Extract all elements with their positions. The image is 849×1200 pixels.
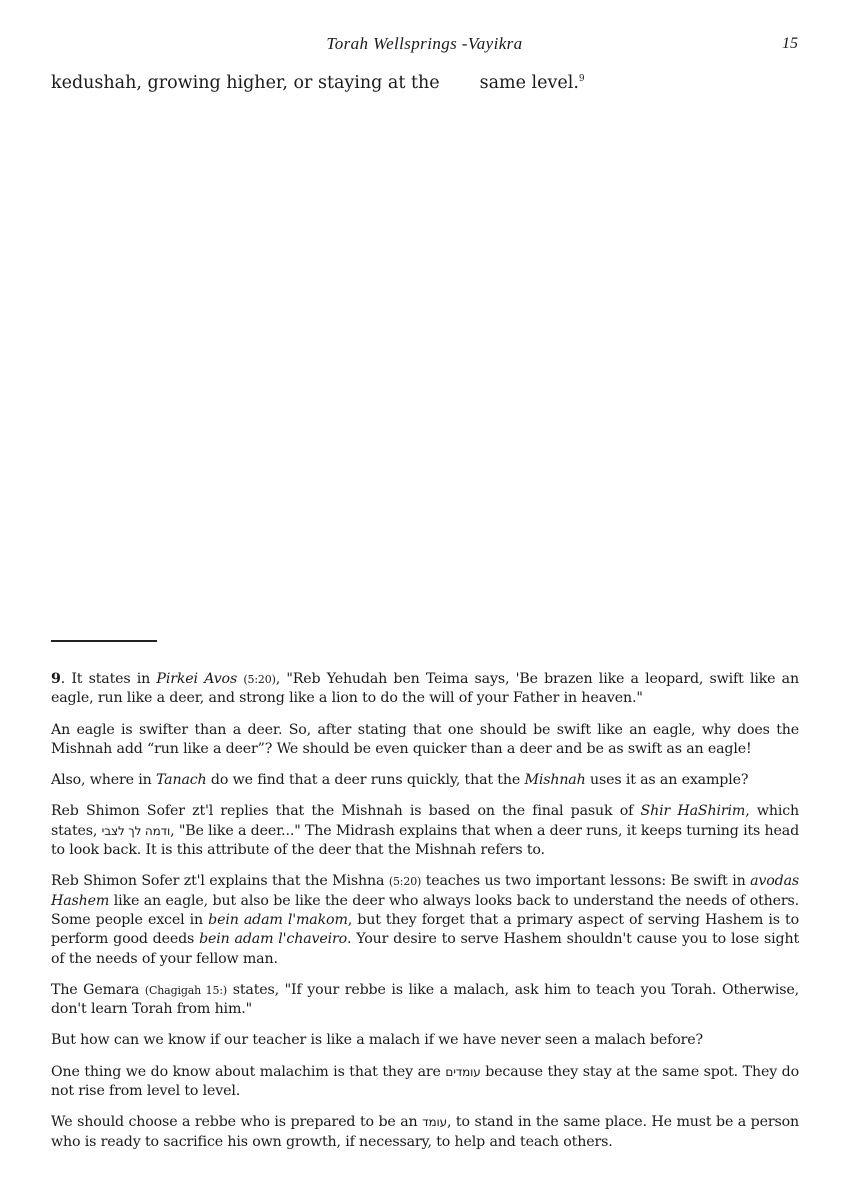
fn-term: bein adam l'makom [208,911,348,928]
body-text-part2: same level. [479,73,579,93]
fn-term: Shir HaShirim [640,803,746,820]
fn-text: , to stand in the same place. He must be a person who is ready to sacrifice his own growth, if necessary, to help and teach others. [51,1114,799,1150]
fn-citation: (5:20) [243,673,276,686]
fn-text: because they stay at the same spot. They do not rise from level to level. [51,1063,799,1100]
fn-citation: (5:20) [388,875,422,889]
fn-text: One thing we do know about malachim is that they are [51,1063,446,1080]
hebrew-word: עומד [422,1115,447,1130]
footnote-block [51,670,799,1164]
footnote-paragraph-4 [51,802,799,860]
fn-text: teaches us two important lessons: Be swift in [421,873,751,890]
fn-term: avodas Hashem [51,873,800,909]
fn-text: We should choose a rebbe who is prepared to be an [51,1114,423,1131]
fn-term: Tanach [155,772,207,789]
fn-text: , "Reb Yehudah ben Teima says, 'Be brazen like a leopard, swift like an eagle, run like a deer, and strong like a lion to do the will of your Father in heaven." [51,671,799,707]
fn-text: uses it as an example? [585,772,749,789]
body-text-line [51,73,585,93]
fn-text: , but they forget that a primary aspect of serving Hashem is to perform good deeds [51,911,799,948]
footnote-paragraph-9 [51,1113,799,1152]
page-number: 15 [782,35,798,52]
footnote-paragraph-7: But how can we know if our teacher is like a malach if we have never seen a malach before? [51,1032,703,1049]
fn-text: . Your desire to serve Hashem shouldn't cause you to lose sight of the needs of your fellow man. [51,931,799,967]
footnote-paragraph-6 [51,981,799,1020]
fn-term: bein adam l'chaveiro [199,931,348,948]
footnote-paragraph-5 [51,872,799,968]
footnote-reference[interactable]: 9 [578,74,585,85]
fn-term: Mishnah [524,772,586,789]
running-title: Torah Wellsprings -Vayikra [326,34,523,53]
fn-text: like an eagle, but also be like the deer who always looks back to understand the needs of others. Some people excel in [51,892,799,928]
fn-source-title: Pirkei Avos [156,671,238,687]
fn-text: states, "If your rebbe is like a malach, ask him to teach you Torah. Otherwise, don't learn Torah from him." [51,981,799,1018]
hebrew-quote: ודמה לך לצבי [101,823,171,838]
footnote-paragraph-2: An eagle is swifter than a deer. So, after stating that one should be swift like an eagle, why does the Mishnah add “run like a deer”? We should be even quicker than a deer and be as swift as an eagle! [51,721,799,757]
fn-text: . It states in [60,671,157,687]
footnote-paragraph-1 [51,670,799,709]
fn-text: do we find that a deer runs quickly, that the [206,772,525,789]
fn-text: Also, where in [51,772,156,789]
footnote-paragraph-3 [51,771,799,790]
fn-text: Reb Shimon Sofer zt'l explains that the Mishna [51,873,389,890]
fn-text: , which states, [51,803,800,839]
fn-text: Reb Shimon Sofer zt'l replies that the Mishnah is based on the final pasuk of [51,803,641,820]
footnote-paragraph-8 [51,1063,799,1102]
body-text-part1: kedushah, growing higher, or staying at the [51,73,440,93]
hebrew-word: עומדים [445,1064,481,1079]
fn-text: , "Be like a deer..." The Midrash explains that when a deer runs, it keeps turning its head to look back. It is this attribute of the deer that the Mishnah refers to. [51,822,800,859]
fn-citation: (Chagigah 15:) [144,983,228,997]
footnote-separator [51,640,157,642]
fn-text: The Gemara [51,981,145,998]
footnote-number: 9 [51,671,61,687]
